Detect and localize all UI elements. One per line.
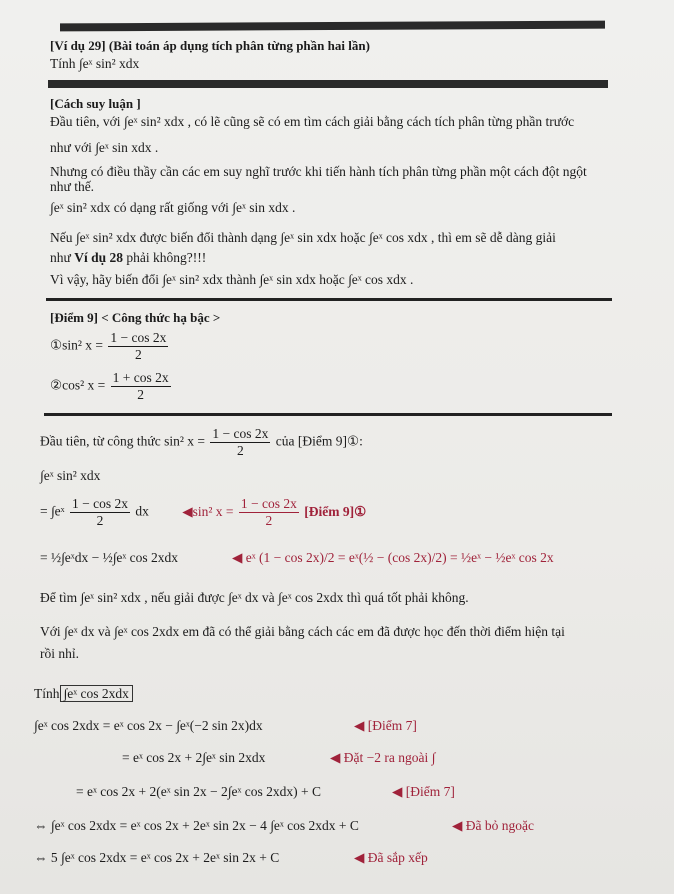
- solution-intro-post: của [Điểm 9]①:: [275, 433, 363, 449]
- solution-p7: Với ∫eˣ dx và ∫eˣ cos 2xdx em đã có thể giải bằng cách các em đã được học đến thời điểm hiện tại: [40, 624, 565, 639]
- step-2-numerator: 1 − cos 2x: [71, 496, 128, 511]
- reasoning-p3: ∫eˣ sin² xdx có dạng rất giống với ∫eˣ sin xdx .: [50, 200, 296, 215]
- solution-step-3: = ½∫eˣdx − ½∫eˣ cos 2xdx: [40, 550, 179, 565]
- formula-1-numerator: 1 − cos 2x: [110, 330, 167, 345]
- reasoning-p4b-post: phải không?!!!: [122, 250, 207, 265]
- step-2-note: [182, 496, 367, 528]
- reasoning-p4b: [50, 250, 206, 266]
- solution-p6: Để tìm ∫eˣ sin² xdx , nếu giải được ∫eˣ dx và ∫eˣ cos 2xdx thì quá tốt phải không.: [40, 590, 469, 605]
- point9-formula-1: [50, 330, 170, 363]
- step-2-note-fraction: [239, 496, 299, 529]
- solution-intro: [40, 426, 363, 459]
- step-2-pre: = ∫eˣ: [40, 503, 65, 519]
- reasoning-header: [Cách suy luận ]: [50, 96, 141, 111]
- formula-2-numerator: 1 + cos 2x: [112, 370, 169, 385]
- parts-line-2: = eˣ cos 2x + 2∫eˣ sin 2xdx: [122, 750, 266, 765]
- parts-task-label: Tính: [34, 686, 60, 701]
- step-2-note-numerator: 1 − cos 2x: [240, 496, 297, 511]
- formula-2-denominator: 2: [137, 387, 144, 402]
- solution-step-3-note: ◀ eˣ (1 − cos 2x)/2 = eˣ(½ − (cos 2x)/2) = ½eˣ − ½eˣ cos 2x: [232, 550, 554, 565]
- parts-line-3: = eˣ cos 2x + 2(eˣ sin 2x − 2∫eˣ cos 2xdx) + C: [76, 784, 321, 799]
- parts-line-4: ⇔ ∫eˣ cos 2xdx = eˣ cos 2x + 2eˣ sin 2x − 4 ∫eˣ cos 2xdx + C: [34, 818, 359, 833]
- parts-line-5-note: ◀ Đã sắp xếp: [354, 850, 428, 865]
- formula-1-lhs: ①sin² x =: [50, 337, 104, 353]
- example-title: [Ví dụ 29] (Bài toán áp dụng tích phân từng phần hai lần): [50, 38, 370, 53]
- solution-p7b: rồi nhỉ.: [40, 646, 79, 661]
- reasoning-p2b: như thế.: [50, 179, 95, 194]
- top-divider: [60, 21, 605, 32]
- parts-task: [34, 686, 133, 702]
- formula-2-fraction: [111, 370, 171, 403]
- reasoning-example-ref: Ví dụ 28: [74, 250, 123, 265]
- solution-intro-fraction: [210, 426, 270, 459]
- parts-task-boxed-integral: ∫eˣ cos 2xdx: [60, 685, 133, 702]
- parts-line-1-note: ◀ [Điểm 7]: [354, 718, 417, 733]
- formula-1-fraction: [108, 330, 168, 363]
- parts-line-2-note: ◀ Đặt −2 ra ngoài ∫: [330, 750, 436, 765]
- solution-intro-pre: Đầu tiên, từ công thức sin² x =: [40, 433, 206, 449]
- step-2-denominator: 2: [96, 513, 104, 528]
- step-2-note-denominator: 2: [265, 513, 273, 528]
- formula-2-lhs: ②cos² x =: [50, 377, 106, 393]
- step-2-post: dx: [135, 503, 149, 519]
- reasoning-p4b-pre: như: [50, 250, 75, 265]
- example-task: Tính ∫eˣ sin² xdx: [50, 56, 140, 71]
- parts-line-3-note: ◀ [Điểm 7]: [392, 784, 455, 799]
- parts-line-1: ∫eˣ cos 2xdx = eˣ cos 2x − ∫eˣ(−2 sin 2x)dx: [34, 718, 263, 733]
- solution-step-2: [40, 496, 366, 529]
- formula-1-denominator: 2: [135, 347, 142, 362]
- reasoning-p1: Đầu tiên, với ∫eˣ sin² xdx , có lẽ cũng sẽ có em tìm cách giải bằng cách tích phân từng phần trước: [50, 114, 575, 129]
- section-divider: [48, 80, 608, 88]
- step-2-note-ref: [Điểm 9]①: [304, 503, 367, 519]
- solution-step-1: ∫eˣ sin² xdx: [40, 468, 101, 483]
- point9-formula-2: [50, 370, 173, 403]
- reasoning-p1b: như với ∫eˣ sin xdx .: [50, 140, 159, 155]
- step-2-fraction: [70, 496, 130, 529]
- parts-line-4-note: ◀ Đã bỏ ngoặc: [452, 818, 534, 833]
- solution-intro-denominator: 2: [237, 443, 244, 458]
- reasoning-p2: Nhưng có điều thầy cần các em suy nghĩ trước khi tiến hành tích phân từng phần một cách đột ngột: [50, 164, 587, 179]
- solution-intro-numerator: 1 − cos 2x: [212, 426, 269, 441]
- reasoning-p5: Vì vậy, hãy biến đổi ∫eˣ sin² xdx thành ∫eˣ sin xdx hoặc ∫eˣ cos xdx .: [50, 272, 414, 287]
- point9-header: [Điểm 9] < Công thức hạ bậc >: [50, 310, 221, 325]
- point9-bottom-rule: [44, 413, 612, 416]
- point9-top-rule: [46, 298, 612, 301]
- reasoning-p4: Nếu ∫eˣ sin² xdx được biến đổi thành dạng ∫eˣ sin xdx hoặc ∫eˣ cos xdx , thì em sẽ dễ dàng giải: [50, 230, 556, 245]
- step-2-note-pre: ◀sin² x =: [182, 503, 234, 519]
- parts-line-5: ⇔ 5 ∫eˣ cos 2xdx = eˣ cos 2x + 2eˣ sin 2x + C: [34, 850, 280, 865]
